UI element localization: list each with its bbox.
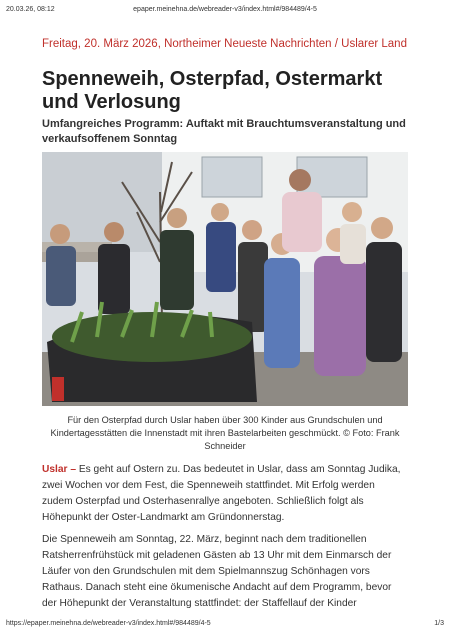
page-counter: 1/3 bbox=[434, 620, 444, 627]
photo-illustration bbox=[42, 152, 408, 406]
paragraph-2: Die Spenneweih am Sonntag, 22. März, beginnt nach dem traditionellen Ratsherrenfrühstück mit geladenen Gästen ab 13 Uhr mit dem Einmarsch der Läufer von den Grundschulen mit dem Spielmannszug Schönhagen vors Rathaus. Danach steht eine ökumenische Andacht auf dem Programm, bevor der Höhepunkt der Veranstaltung stattfindet: der Staffellauf der Kinder bbox=[42, 534, 392, 609]
article-body bbox=[42, 462, 408, 618]
article-subtitle: Umfangreiches Programm: Auftakt mit Brauchtumsveranstaltung und verkaufsoffenem Sonntag bbox=[42, 118, 406, 145]
print-url-top[interactable]: epaper.meinehna.de/webreader-v3/index.html#/984489/4-5 bbox=[133, 6, 317, 13]
article-title: Spenneweih, Osterpfad, Ostermarkt und Verlosung bbox=[42, 68, 383, 113]
print-timestamp: 20.03.26, 08:12 bbox=[6, 6, 55, 13]
print-url-bottom[interactable]: https://epaper.meinehna.de/webreader-v3/index.html#/984489/4-5 bbox=[6, 620, 211, 627]
article-photo bbox=[42, 152, 408, 406]
dateline: Freitag, 20. März 2026, Northeimer Neueste Nachrichten / Uslarer Land bbox=[42, 38, 407, 50]
lead-location: Uslar – bbox=[42, 464, 76, 475]
paragraph-1-text: Es geht auf Ostern zu. Das bedeutet in Uslar, dass am Sonntag Judika, zwei Wochen vor dem Fest, die Spenneweih stattfindet. Mit Erfolg werden zudem Osterpfad und Osterhasenrallye angeboten. Schließlich folgt als Höhepunkt der Oster-Landmarkt am Gründonnerstag. bbox=[42, 464, 401, 523]
paragraph-1 bbox=[42, 462, 408, 526]
photo-caption: Für den Osterpfad durch Uslar haben über 300 Kinder aus Grundschulen und Kindertagesstätten die Innenstadt mit ihren Bastelarbeiten geschmückt. © Foto: Frank Schneider bbox=[50, 415, 400, 451]
